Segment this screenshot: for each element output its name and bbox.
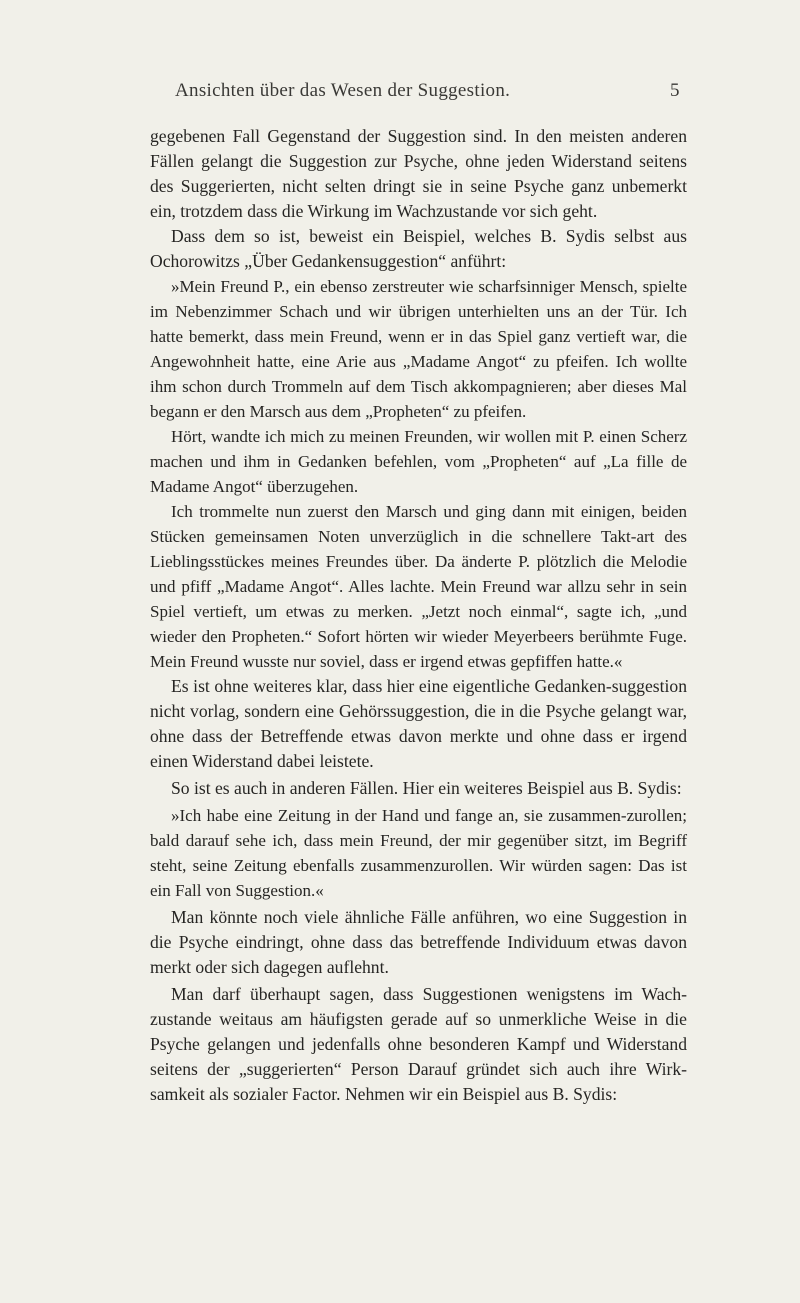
quote-paragraph: »Mein Freund P., ein ebenso zerstreuter wie scharfsinniger Mensch, spielte im Nebenzimmer Schach und wir übrigen unterhielten uns an der Tür. Ich hatte bemerkt, dass mein Freund, wenn er in das Spiel ganz vertieft war, die Angewohnheit hatte, eine Arie aus „Madame Angot“ zu pfeifen. Ich wollte ihm schon durch Trommeln auf dem Tisch akkompagnieren; aber dieses Mal begann er den Marsch aus dem „Propheten“ zu pfeifen.: [150, 277, 687, 421]
quote-paragraph: »Ich habe eine Zeitung in der Hand und fange an, sie zusammen-zurollen; bald darauf sehe ich, dass mein Freund, der mir gegenüber sitzt, im Begriff steht, seine Zeitung ebenfalls zusammenzurollen. Wir würden sagen: Das ist ein Fall von Suggestion.«: [150, 806, 687, 900]
running-title: Ansichten über das Wesen der Suggestion.: [175, 80, 511, 101]
paragraph-second-example-intro: So ist es auch in anderen Fällen. Hier ein weiteres Beispiel aus B. Sydis:: [171, 778, 682, 798]
quote-paragraph: Hört, wandte ich mich zu meinen Freunden, wir wollen mit P. einen Scherz machen und ihm in Gedanken befehlen, vom „Propheten“ auf „La fille de Madame Angot“ überzugehen.: [150, 427, 687, 496]
paragraph-analysis: Es ist ohne weiteres klar, dass hier eine eigentliche Gedanken-suggestion nicht vorlag, sondern eine Gehörssuggestion, die in die Psyche gelangt war, ohne dass der Betreffende etwas davon merkte und ohne dass er irgend einen Widerstand dabei leistete.: [150, 676, 687, 771]
paragraph-conclusion: Man darf überhaupt sagen, dass Suggestionen wenigstens im Wach-zustande weitaus am häufigsten gerade auf so unmerkliche Weise in die Psyche gelangen und jedenfalls ohne besonderen Kampf und Widerstand seitens der „suggerierten“ Person Darauf gründet sich auch ihre Wirk-samkeit als sozialer Factor. Nehmen wir ein Beispiel aus B. Sydis:: [150, 984, 687, 1104]
paragraph-intro-example: Dass dem so ist, beweist ein Beispiel, welches B. Sydis selbst aus Ochorowitzs „Über Gedankensuggestion“ anführt:: [150, 226, 687, 271]
page-number: 5: [670, 80, 680, 101]
quote-paragraph: Ich trommelte nun zuerst den Marsch und ging dann mit einigen, beiden Stücken gemeinsamen Noten unverzüglich in die schnellere Takt-art des Lieblingsstückes meines Freundes über. Da änderte P. plötzlich die Melodie und pfiff „Madame Angot“. Alles lachte. Mein Freund war allzu sehr in sein Spiel vertieft, um etwas zu merken. „Jetzt noch einmal“, sagte ich, „und wieder den Propheten.“ Sofort hörten wir wieder Meyerbeers berühmte Fuge. Mein Freund wusste nur soviel, dass er irgend etwas gepfiffen hatte.«: [150, 502, 687, 671]
running-head: [0, 80, 800, 112]
text-body: [150, 124, 687, 1107]
paragraph-further-cases: Man könnte noch viele ähnliche Fälle anführen, wo eine Suggestion in die Psyche eindringt, ohne dass das betreffende Individuum etwas davon merkt oder sich dagegen auflehnt.: [150, 907, 687, 977]
paragraph-continuation: gegebenen Fall Gegenstand der Suggestion sind. In den meisten anderen Fällen gelangt die Suggestion zur Psyche, ohne jeden Widerstand seitens des Suggerierten, nicht selten dringt sie in seine Psyche ganz unbemerkt ein, trotzdem dass die Wirkung im Wachzustande vor sich geht.: [150, 126, 687, 221]
